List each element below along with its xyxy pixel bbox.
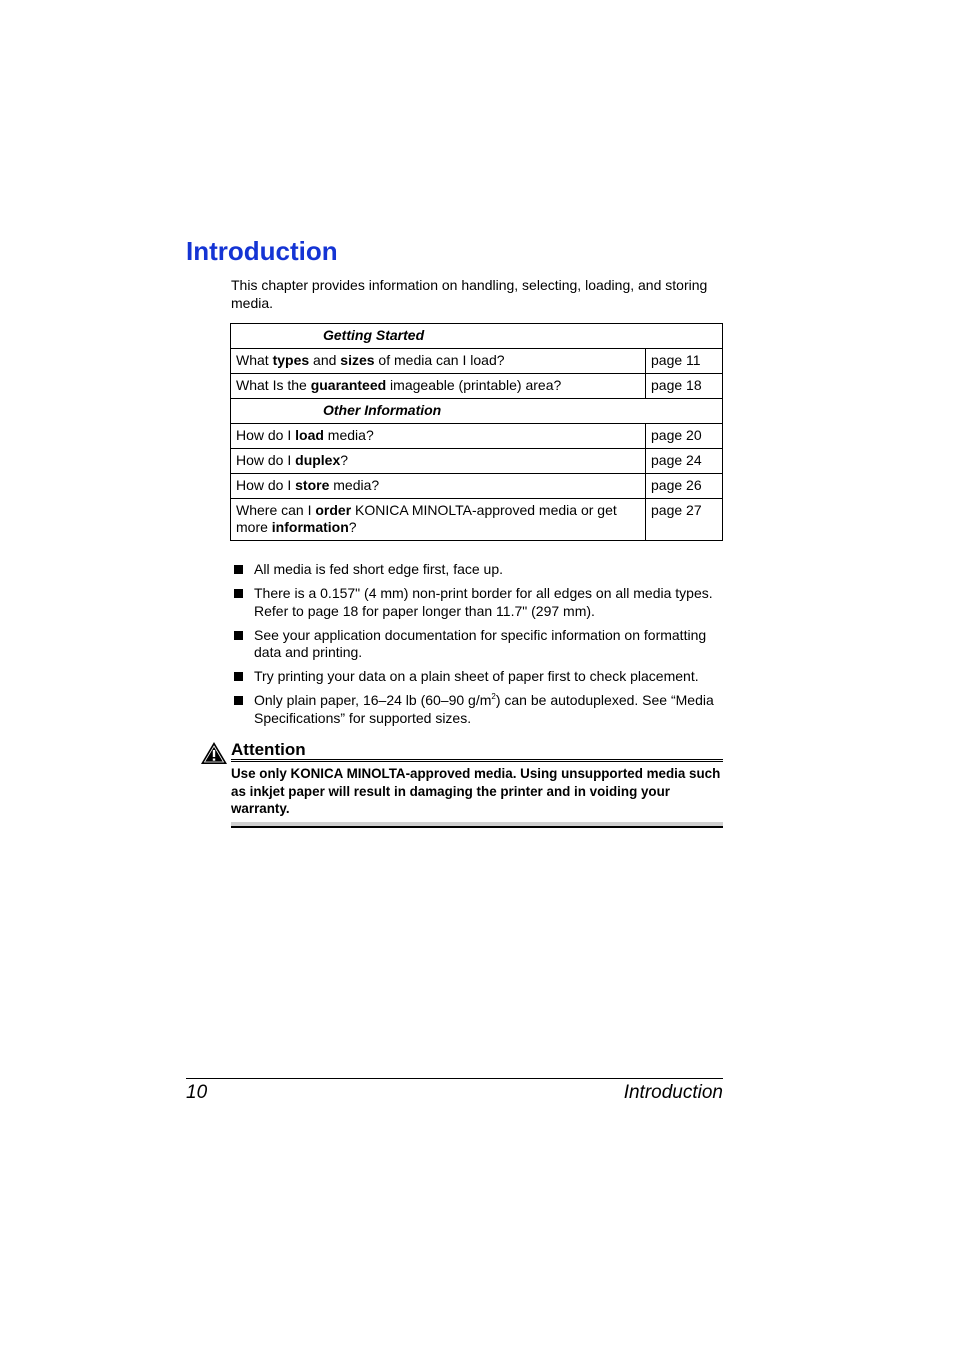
list-item-text: See your application documentation for specific information on formatting data and printing. — [254, 626, 707, 660]
question-text: ? — [348, 519, 357, 535]
question-cell — [231, 349, 646, 374]
square-bullet-icon — [234, 696, 243, 705]
table-row — [231, 424, 723, 449]
attention-text: Use only KONICA MINOLTA-approved media. Using unsupported media such as inkjet paper will result in damaging the printer and in voiding your warranty. — [231, 766, 721, 816]
square-bullet-icon — [234, 672, 243, 681]
table-row — [231, 474, 723, 499]
question-text: media? — [329, 477, 380, 493]
page-ref-cell: page 26 — [646, 474, 723, 499]
square-bullet-icon — [234, 631, 243, 640]
table-row — [231, 499, 723, 541]
page-ref-cell: page 20 — [646, 424, 723, 449]
question-keyword: types — [272, 352, 310, 368]
question-keyword: sizes — [340, 352, 375, 368]
question-keyword: guaranteed — [310, 377, 387, 393]
square-bullet-icon — [234, 565, 243, 574]
list-item-text: Only plain paper, 16–24 lb (60–90 g/m — [254, 692, 492, 708]
list-item-text: Try printing your data on a plain sheet of paper first to check placement. — [254, 668, 699, 684]
table-row — [231, 374, 723, 399]
page-ref-cell: page 24 — [646, 449, 723, 474]
question-text: media? — [323, 427, 374, 443]
attention-bottom-rule — [231, 822, 723, 828]
list-item — [231, 692, 723, 727]
footer-rule — [186, 1078, 723, 1079]
page-ref-cell: page 18 — [646, 374, 723, 399]
question-text: What — [236, 352, 273, 368]
page-ref-cell: page 27 — [646, 499, 723, 541]
list-item — [231, 627, 723, 662]
list-item-text: There is a 0.157" (4 mm) non-print border for all edges on all media types. Refer to page 18 for paper longer than 11.7" (297 mm). — [254, 585, 713, 619]
question-text: imageable (printable) area? — [386, 377, 562, 393]
question-keyword: information — [271, 519, 349, 535]
attention-top-rule — [231, 759, 723, 762]
question-cell — [231, 474, 646, 499]
page-title: Introduction — [186, 236, 338, 266]
section-heading-getting-started: Getting Started — [231, 324, 723, 349]
question-cell — [231, 499, 646, 541]
question-keyword: load — [295, 427, 324, 443]
notes-list — [231, 561, 723, 734]
square-bullet-icon — [234, 589, 243, 598]
question-cell — [231, 424, 646, 449]
question-text: and — [309, 352, 341, 368]
topics-table — [230, 323, 723, 541]
list-item — [231, 561, 723, 579]
question-text: How do I — [236, 427, 296, 443]
warning-icon — [201, 741, 229, 765]
section-heading-other-information: Other Information — [231, 399, 723, 424]
question-text: KONICA MINOLTA-approved media or get more — [236, 502, 617, 535]
table-row — [231, 449, 723, 474]
question-text: Where can I — [236, 502, 316, 518]
footer-page-number: 10 — [186, 1082, 208, 1103]
attention-heading: Attention — [231, 740, 306, 759]
list-item — [231, 585, 723, 620]
intro-paragraph: This chapter provides information on handling, selecting, loading, and storing media. — [231, 277, 708, 311]
question-text: ? — [340, 452, 349, 468]
list-item-text: All media is fed short edge first, face up. — [254, 561, 504, 577]
question-cell — [231, 374, 646, 399]
question-text: How do I — [236, 452, 296, 468]
question-text: How do I — [236, 477, 296, 493]
table-section-row — [231, 324, 723, 349]
footer-chapter-title: Introduction — [623, 1082, 723, 1103]
table-row — [231, 349, 723, 374]
table-section-row — [231, 399, 723, 424]
question-keyword: duplex — [295, 452, 341, 468]
question-text: What Is the — [236, 377, 311, 393]
list-item-text: ) can be autoduplexed. See “Media Specifications” for supported sizes. — [254, 692, 714, 726]
question-keyword: order — [315, 502, 352, 518]
question-keyword: store — [295, 477, 330, 493]
page-ref-cell: page 11 — [646, 349, 723, 374]
question-cell — [231, 449, 646, 474]
list-item — [231, 668, 723, 686]
superscript: 2 — [491, 692, 496, 701]
question-text: of media can I load? — [374, 352, 505, 368]
